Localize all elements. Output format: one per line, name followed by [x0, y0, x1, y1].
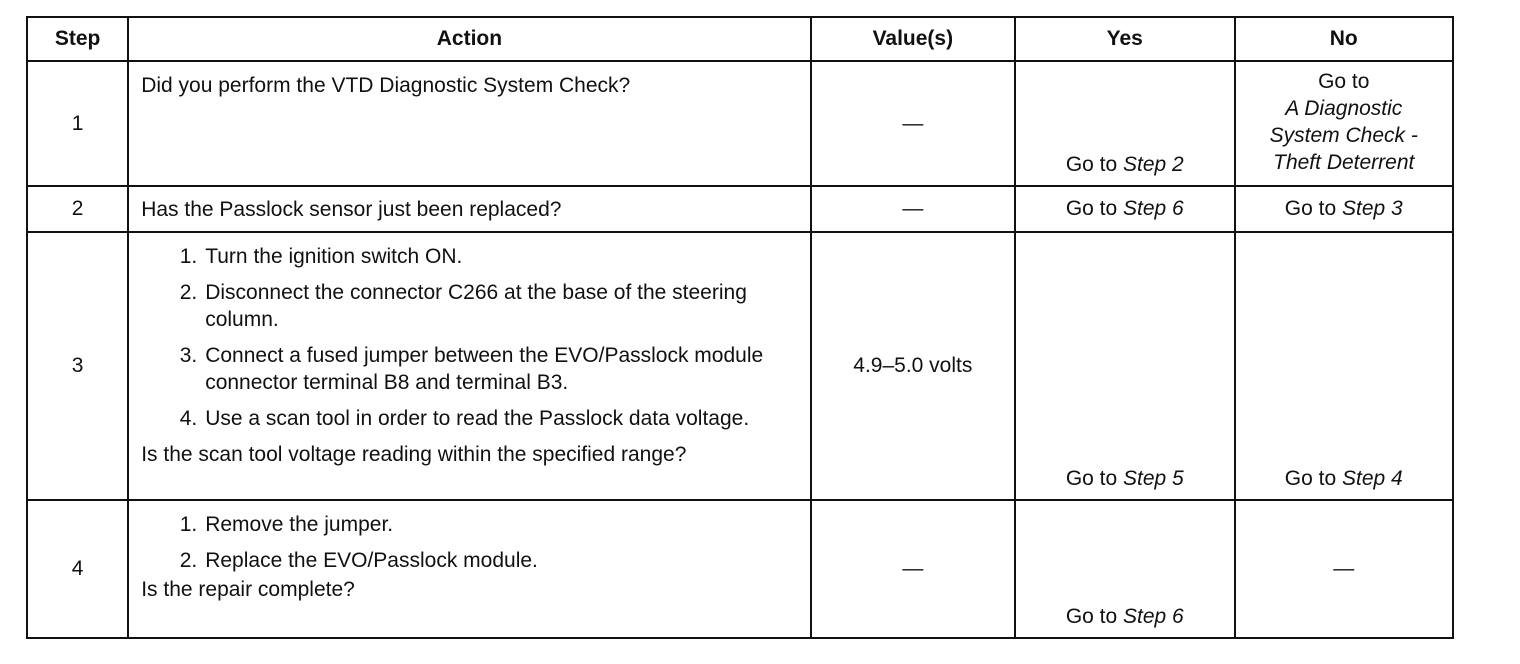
no-cell — [1235, 61, 1454, 186]
no-cell — [1235, 232, 1454, 500]
table-row — [27, 61, 1453, 186]
table-row — [27, 186, 1453, 232]
action-cell — [128, 186, 810, 232]
header-no: No — [1235, 17, 1454, 61]
action-question: Did you perform the VTD Diagnostic System Check? — [141, 74, 631, 97]
table-row — [27, 500, 1453, 638]
value-cell: — — [811, 61, 1015, 186]
diagnostic-table — [26, 16, 1454, 639]
action-question: Is the repair complete? — [141, 578, 355, 601]
action-cell — [128, 500, 810, 638]
list-item: 2. Disconnect the connector C266 at the base of the steering column. — [179, 281, 747, 331]
action-question: Is the scan tool voltage reading within the specified range? — [141, 443, 687, 466]
list-item: 1. Turn the ignition switch ON. — [179, 245, 463, 268]
step-number: 1 — [27, 61, 128, 186]
header-yes: Yes — [1015, 17, 1234, 61]
header-values: Value(s) — [811, 17, 1015, 61]
list-item: 1. Remove the jumper. — [179, 513, 394, 536]
no-cell — [1235, 186, 1454, 232]
value-cell: — — [811, 186, 1015, 232]
yes-goto: Go to Step 6 — [1065, 197, 1184, 220]
no-goto: Go to Step 3 — [1284, 197, 1403, 220]
step-number: 3 — [27, 232, 128, 500]
yes-cell — [1015, 500, 1234, 638]
action-steps-list — [141, 243, 797, 432]
action-cell — [128, 232, 810, 500]
yes-goto: Go to Step 6 — [1065, 605, 1184, 628]
value-cell: — — [811, 500, 1015, 638]
header-step: Step — [27, 17, 128, 61]
header-action: Action — [128, 17, 810, 61]
no-cell: — — [1235, 500, 1454, 638]
yes-goto: Go to Step 2 — [1065, 153, 1184, 176]
step-number: 2 — [27, 186, 128, 232]
yes-goto: Go to Step 5 — [1065, 467, 1184, 490]
yes-cell — [1015, 61, 1234, 186]
no-goto: Go to A Diagnostic System Check - Theft Deterrent — [1269, 70, 1418, 174]
yes-cell — [1015, 232, 1234, 500]
step-number: 4 — [27, 500, 128, 638]
list-item: 2. Replace the EVO/Passlock module. — [179, 549, 538, 572]
action-cell — [128, 61, 810, 186]
action-steps-list — [141, 511, 797, 574]
no-goto: Go to Step 4 — [1284, 467, 1403, 490]
yes-cell — [1015, 186, 1234, 232]
action-question: Has the Passlock sensor just been replaced? — [141, 197, 562, 221]
list-item: 4. Use a scan tool in order to read the Passlock data voltage. — [179, 407, 750, 430]
list-item: 3. Connect a fused jumper between the EVO/Passlock module connector terminal B8 and terminal B3. — [179, 344, 764, 394]
value-cell: 4.9–5.0 volts — [811, 232, 1015, 500]
header-row — [27, 17, 1453, 61]
table-row — [27, 232, 1453, 500]
